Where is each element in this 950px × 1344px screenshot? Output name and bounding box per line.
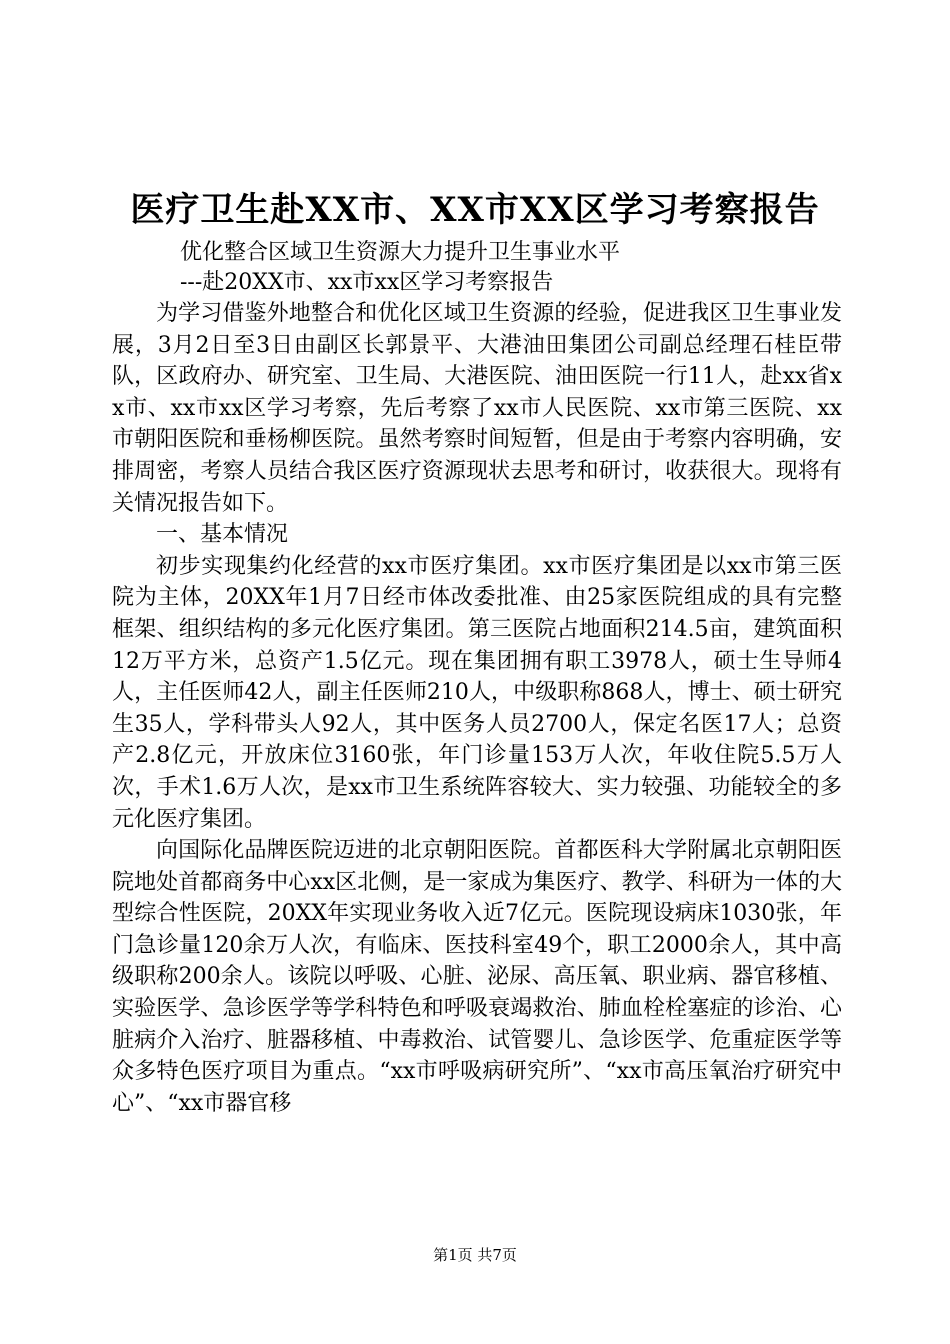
paragraph-chaoyang-hospital: 向国际化品牌医院迈进的北京朝阳医院。首都医科大学附属北京朝阳医院地处首都商务中心xx区北侧，是一家成为集医疗、教学、科研为一体的大型综合性医院，20XX年实现业务收入近7亿元。医院现设病床1030张，年门急诊量120余万人次，有临床、医技科室49个，职工2000余人，其中高级职称200余人。该院以呼吸、心脏、泌尿、高压氧、职业病、器官移植、实验医学、急诊医学等学科特色和呼吸衰竭救治、肺血栓栓塞症的诊治、心脏病介入治疗、脏器移植、中毒救治、试管婴儿、急诊医学、危重症医学等众多特色医疗项目为重点。“xx市呼吸病研究所”、“xx市高压氧治疗研究中心”、“xx市器官移: [112, 838, 842, 1116]
paragraph-intro: 为学习借鉴外地整合和优化区域卫生资源的经验，促进我区卫生事业发展，3月2日至3日由副区长郭景平、大港油田集团公司副总经理石桂臣带队，区政府办、研究室、卫生局、大港医院、油田医院一行11人，赴xx省xx市、xx市xx区学习考察，先后考察了xx市人民医院、xx市第三医院、xx市朝阳医院和垂杨柳医院。虽然考察时间短暂，但是由于考察内容明确，安排周密，考察人员结合我区医疗资源现状去思考和研讨，收获很大。现将有关情况报告如下。: [112, 301, 842, 516]
document-subtitle-secondary: ---赴20XX市、xx市xx区学习考察报告: [180, 270, 554, 295]
document-body: [112, 298, 842, 1119]
document-title: 医疗卫生赴XX市、XX市XX区学习考察报告: [130, 190, 820, 230]
document-subtitle: 优化整合区域卫生资源大力提升卫生事业水平: [180, 240, 621, 265]
page-footer: 第1页 共7页: [433, 1246, 517, 1264]
paragraph-medical-group: 初步实现集约化经营的xx市医疗集团。xx市医疗集团是以xx市第三医院为主体，20XX年1月7日经市体改委批准、由25家医院组成的具有完整框架、组织结构的多元化医疗集团。第三医院占地面积214.5亩，建筑面积12万平方米，总资产1.5亿元。现在集团拥有职工3978人，硕士生导师4人，主任医师42人，副主任医师210人，中级职称868人，博士、硕士研究生35人，学科带头人92人，其中医务人员2700人，保定名医17人；总资产2.8亿元，开放床位3160张，年门诊量153万人次，年收住院5.5万人次，手术1.6万人次，是xx市卫生系统阵容较大、实力较强、功能较全的多元化医疗集团。: [112, 553, 842, 832]
section-heading-basic-situation: 一、基本情况: [156, 522, 289, 548]
